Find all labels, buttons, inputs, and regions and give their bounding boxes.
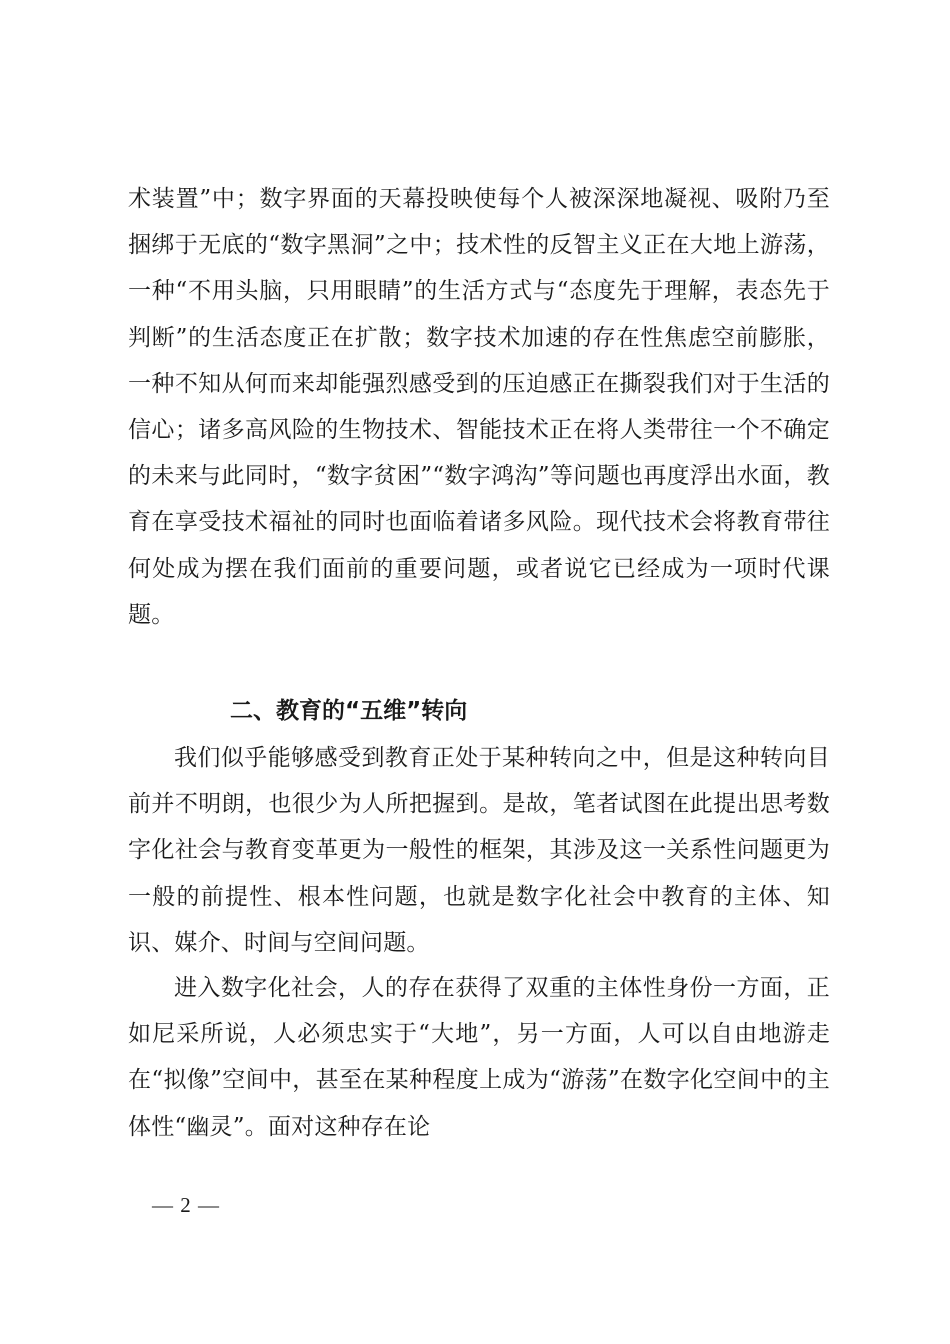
document-page (128, 0, 830, 1344)
page-number: — 2 — (152, 1193, 220, 1217)
body-paragraph-1: 术装置”中；数字界面的天幕投映使每个人被深深地凝视、吸附乃至捆绑于无底的“数字黑洞”之中；技术性的反智主义正在大地上游荡，一种“不用头脑，只用眼睛”的生活方式与“态度先于理解，表态先于判断”的生活态度正在扩散；数字技术加速的存在性焦虑空前膨胀，一种不知从何而来却能强烈感受到的压迫感正在撕裂我们对于生活的信心；诸多高风险的生物技术、智能技术正在将人类带往一个不确定的未来与此同时，“数字贫困”“数字鸿沟”等问题也再度浮出水面，教育在享受技术福祉的同时也面临着诸多风险。现代技术会将教育带往何处成为摆在我们面前的重要问题，或者说它已经成为一项时代课题。 (128, 186, 830, 628)
section-heading: 二、教育的“五维”转向 (230, 698, 468, 724)
body-paragraph-3: 进入数字化社会，人的存在获得了双重的主体性身份一方面，正如尼采所说，人必须忠实于“大地”，另一方面，人可以自由地游走在“拟像”空间中，甚至在某种程度上成为“游荡”在数字化空间中的主体性“幽灵”。面对这种存在论 (128, 975, 830, 1140)
body-paragraph-2: 我们似乎能够感受到教育正处于某种转向之中，但是这种转向目前并不明朗，也很少为人所把握到。是故，笔者试图在此提出思考数字化社会与教育变革更为一般性的框架，其涉及这一关系性问题更为一般的前提性、根本性问题，也就是数字化社会中教育的主体、知识、媒介、时间与空间问题。 (128, 745, 830, 956)
